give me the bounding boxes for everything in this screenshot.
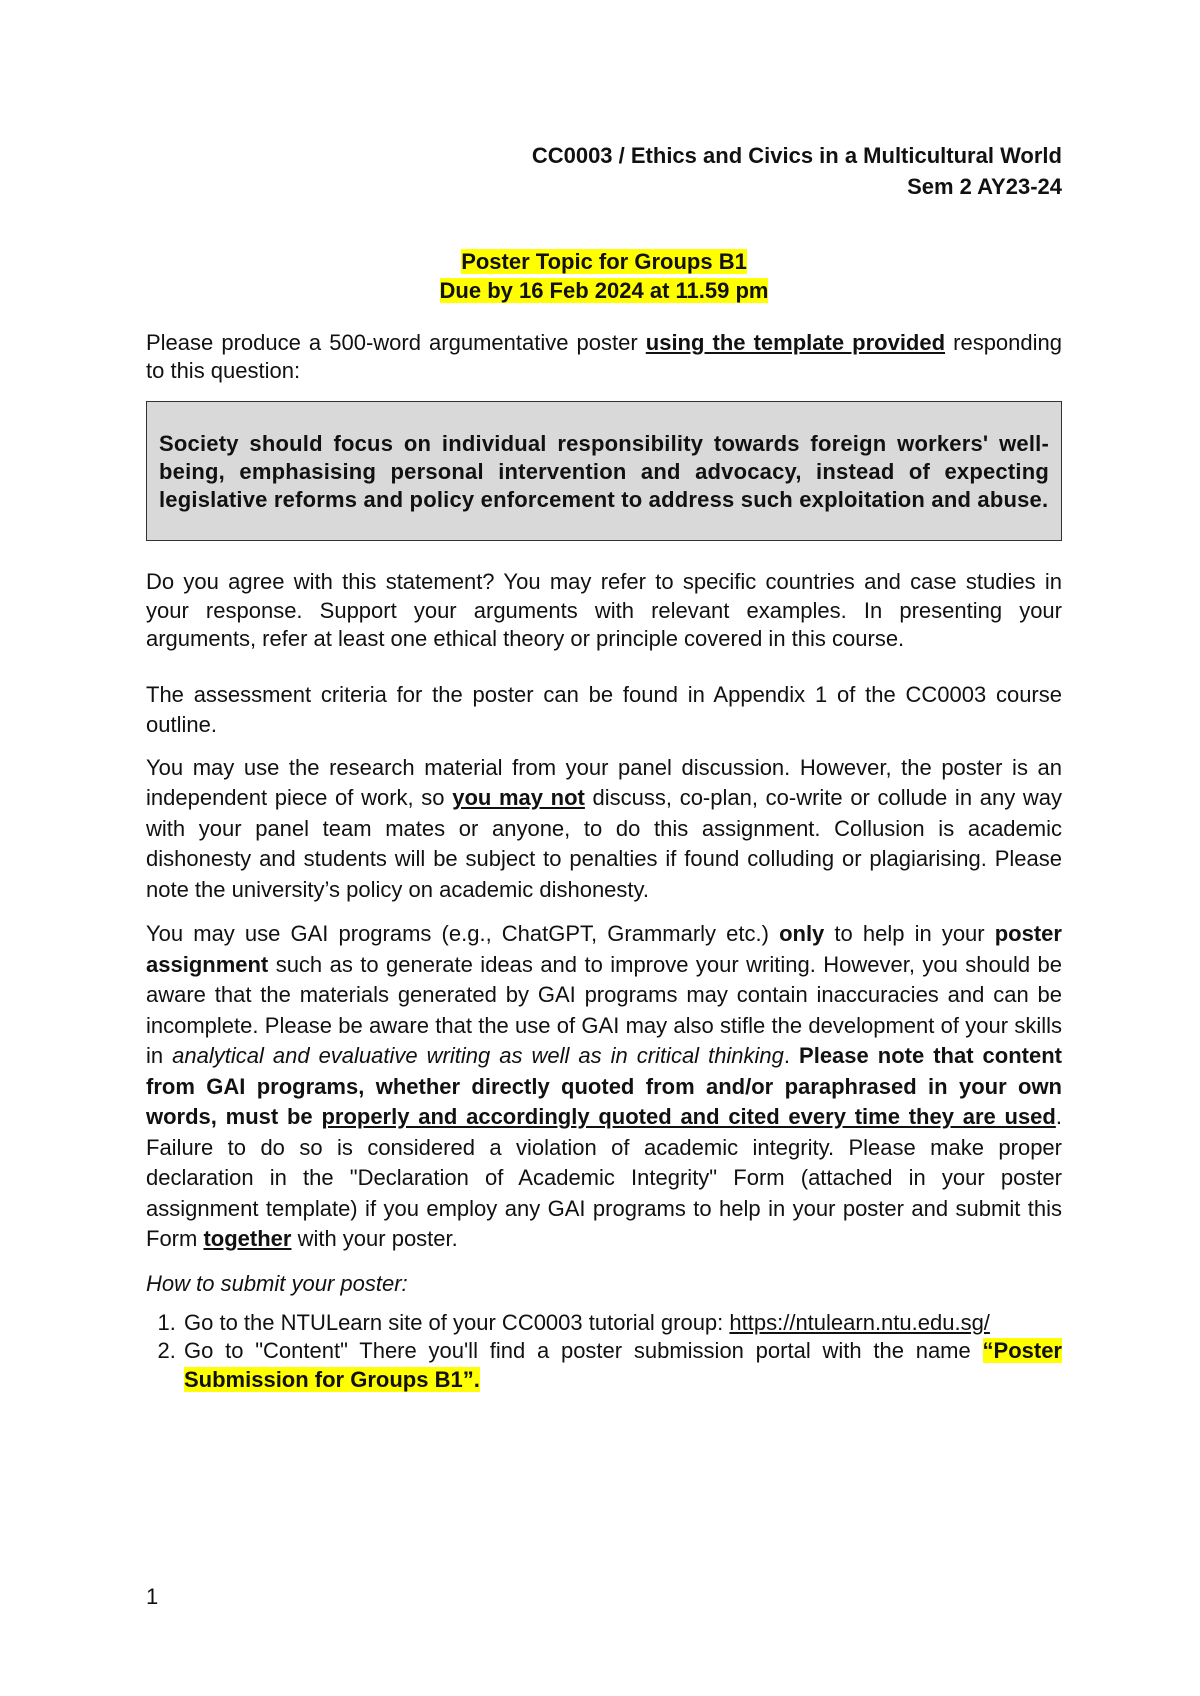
due-date-heading: Due by 16 Feb 2024 at 11.59 pm [439, 278, 769, 303]
step-2: 2. Go to "Content" There you'll find a poster submission portal with the name “Poster Submission for Groups B1”. [182, 1337, 1062, 1394]
semester-label: Sem 2 AY23-24 [907, 174, 1062, 199]
portal-name: “Poster Submission for Groups B1”. [184, 1338, 1062, 1392]
only-emphasis: only [779, 921, 825, 946]
agree-paragraph: Do you agree with this statement? You may refer to specific countries and case studies in your response. Support your arguments with relevant examples. In presenting your arguments, refer at least one ethical theory or principle covered in this course. [146, 569, 1062, 651]
may-not-emphasis: you may not [452, 785, 585, 810]
poster-topic-heading: Poster Topic for Groups B1 [461, 249, 747, 274]
document-page [146, 140, 1062, 1394]
step-1: 1. Go to the NTULearn site of your CC0003 tutorial group: https://ntulearn.ntu.edu.sg/ [182, 1309, 1062, 1338]
submission-heading: How to submit your poster: [146, 1270, 408, 1296]
course-title: CC0003 / Ethics and Civics in a Multicultural World [531, 143, 1062, 168]
question-statement: Society should focus on individual responsibility towards foreign workers' well-being, emphasising personal intervention and advocacy, instead of expecting legislative reforms and policy enforcement to address such exploitation and abuse. [159, 431, 1049, 512]
ntulearn-link[interactable]: https://ntulearn.ntu.edu.sg/ [729, 1309, 990, 1335]
research-paragraph: You may use the research material from your panel discussion. However, the poster is an independent piece of work, so you may not discuss, co-plan, co-write or collude in any way with your panel team mates or anyone, to do this assignment. Collusion is academic dishonesty and students will be subject to penalties if found colluding or plagiarising. Please note the university’s policy on academic dishonesty. [146, 754, 1062, 902]
document-header [146, 140, 1062, 202]
submission-steps [146, 1309, 1062, 1395]
citation-requirement: properly and accordingly quoted and cited every time they are used [321, 1104, 1056, 1129]
gai-paragraph: You may use GAI programs (e.g., ChatGPT, Grammarly etc.) only to help in your poster assignment such as to generate ideas and to improve your writing. However, you should be aware that the materials generated by GAI programs may contain inaccuracies and can be incomplete. Please be aware that the use of GAI may also stifle the development of your skills in analytical and evaluative writing as well as in critical thinking. Please note that content from GAI programs, whether directly quoted from and/or paraphrased in your own words, must be properly and accordingly quoted and cited every time they are used. Failure to do so is considered a violation of academic integrity. Please make proper declaration in the "Declaration of Academic Integrity" Form (attached in your poster assignment template) if you employ any GAI programs to help in your poster and submit this Form together with your poster. [146, 921, 1062, 1251]
citation-warning: Please note that content from GAI programs, whether directly quoted from and/or paraphrased in your own words, must be [146, 1043, 1062, 1129]
assignment-title [146, 247, 1062, 305]
intro-paragraph: Please produce a 500-word argumentative poster using the template provided responding to this question: [146, 330, 1062, 383]
together-emphasis: together [203, 1226, 292, 1251]
page-number: 1 [146, 1584, 159, 1609]
question-box [146, 401, 1062, 541]
poster-assignment-emphasis: poster assignment [146, 921, 1062, 977]
skills-italic: analytical and evaluative writing as well as in critical thinking [172, 1043, 784, 1068]
template-emphasis: using the template provided [645, 330, 946, 355]
criteria-paragraph: The assessment criteria for the poster can be found in Appendix 1 of the CC0003 course outline. [146, 681, 1062, 737]
